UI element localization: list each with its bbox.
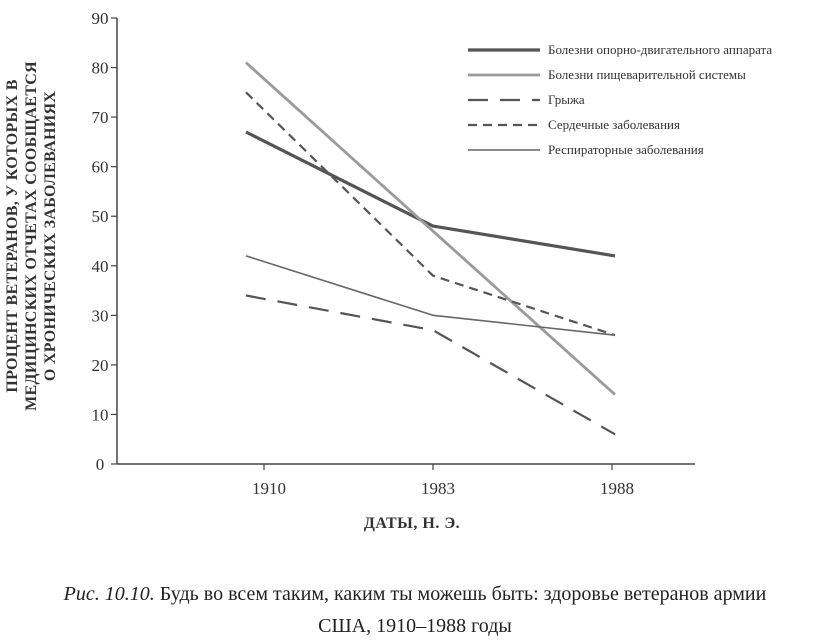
- legend: [468, 42, 772, 157]
- chart-axes: [117, 18, 695, 464]
- caption-text: Будь во всем таким, каким ты можешь быть: здоровье ветеранов армии: [154, 583, 767, 605]
- y-tick-label: 10: [91, 405, 109, 425]
- figure-label: Рис. 10.10.: [63, 583, 155, 605]
- x-tick-label: 1983: [421, 479, 455, 498]
- y-tick-label: 50: [91, 207, 109, 227]
- y-axis-label-line: МЕДИЦИНСКИХ ОТЧЕТАХ СООБЩАЕТСЯ: [23, 61, 40, 411]
- legend-label: Сердечные заболевания: [548, 117, 680, 132]
- series-line-5: [246, 256, 615, 335]
- y-tick-label: 30: [91, 306, 109, 326]
- series-line-2: [246, 63, 615, 395]
- figure-caption: [20, 578, 810, 642]
- y-tick-label: 90: [91, 9, 109, 28]
- legend-label: Болезни пищеварительной системы: [548, 67, 746, 82]
- y-tick-label: 80: [91, 58, 109, 78]
- y-tick-label: 60: [91, 157, 109, 177]
- y-tick-label: 20: [91, 355, 109, 375]
- x-tick-label: 1988: [600, 479, 634, 498]
- y-tick-label: 0: [95, 455, 105, 474]
- y-axis-ticks: [92, 9, 118, 474]
- y-axis-label-line: ПРОЦЕНТ ВЕТЕРАНОВ, У КОТОРЫХ В: [4, 79, 21, 393]
- caption-text-line2: США, 1910–1988 годы: [318, 615, 512, 637]
- x-axis-label: ДАТЫ, Н. Э.: [363, 515, 461, 532]
- x-axis-ticks: [252, 464, 634, 498]
- legend-label: Болезни опорно-двигательного аппарата: [548, 42, 773, 57]
- y-axis-label-line: О ХРОНИЧЕСКИХ ЗАБОЛЕВАНИЯХ: [42, 90, 59, 382]
- y-tick-label: 40: [91, 256, 109, 276]
- x-tick-label: 1910: [252, 479, 286, 498]
- legend-label: Респираторные заболевания: [548, 142, 704, 157]
- legend-label: Грыжа: [548, 92, 585, 107]
- y-tick-label: 70: [91, 108, 109, 128]
- y-axis-label: [4, 61, 59, 411]
